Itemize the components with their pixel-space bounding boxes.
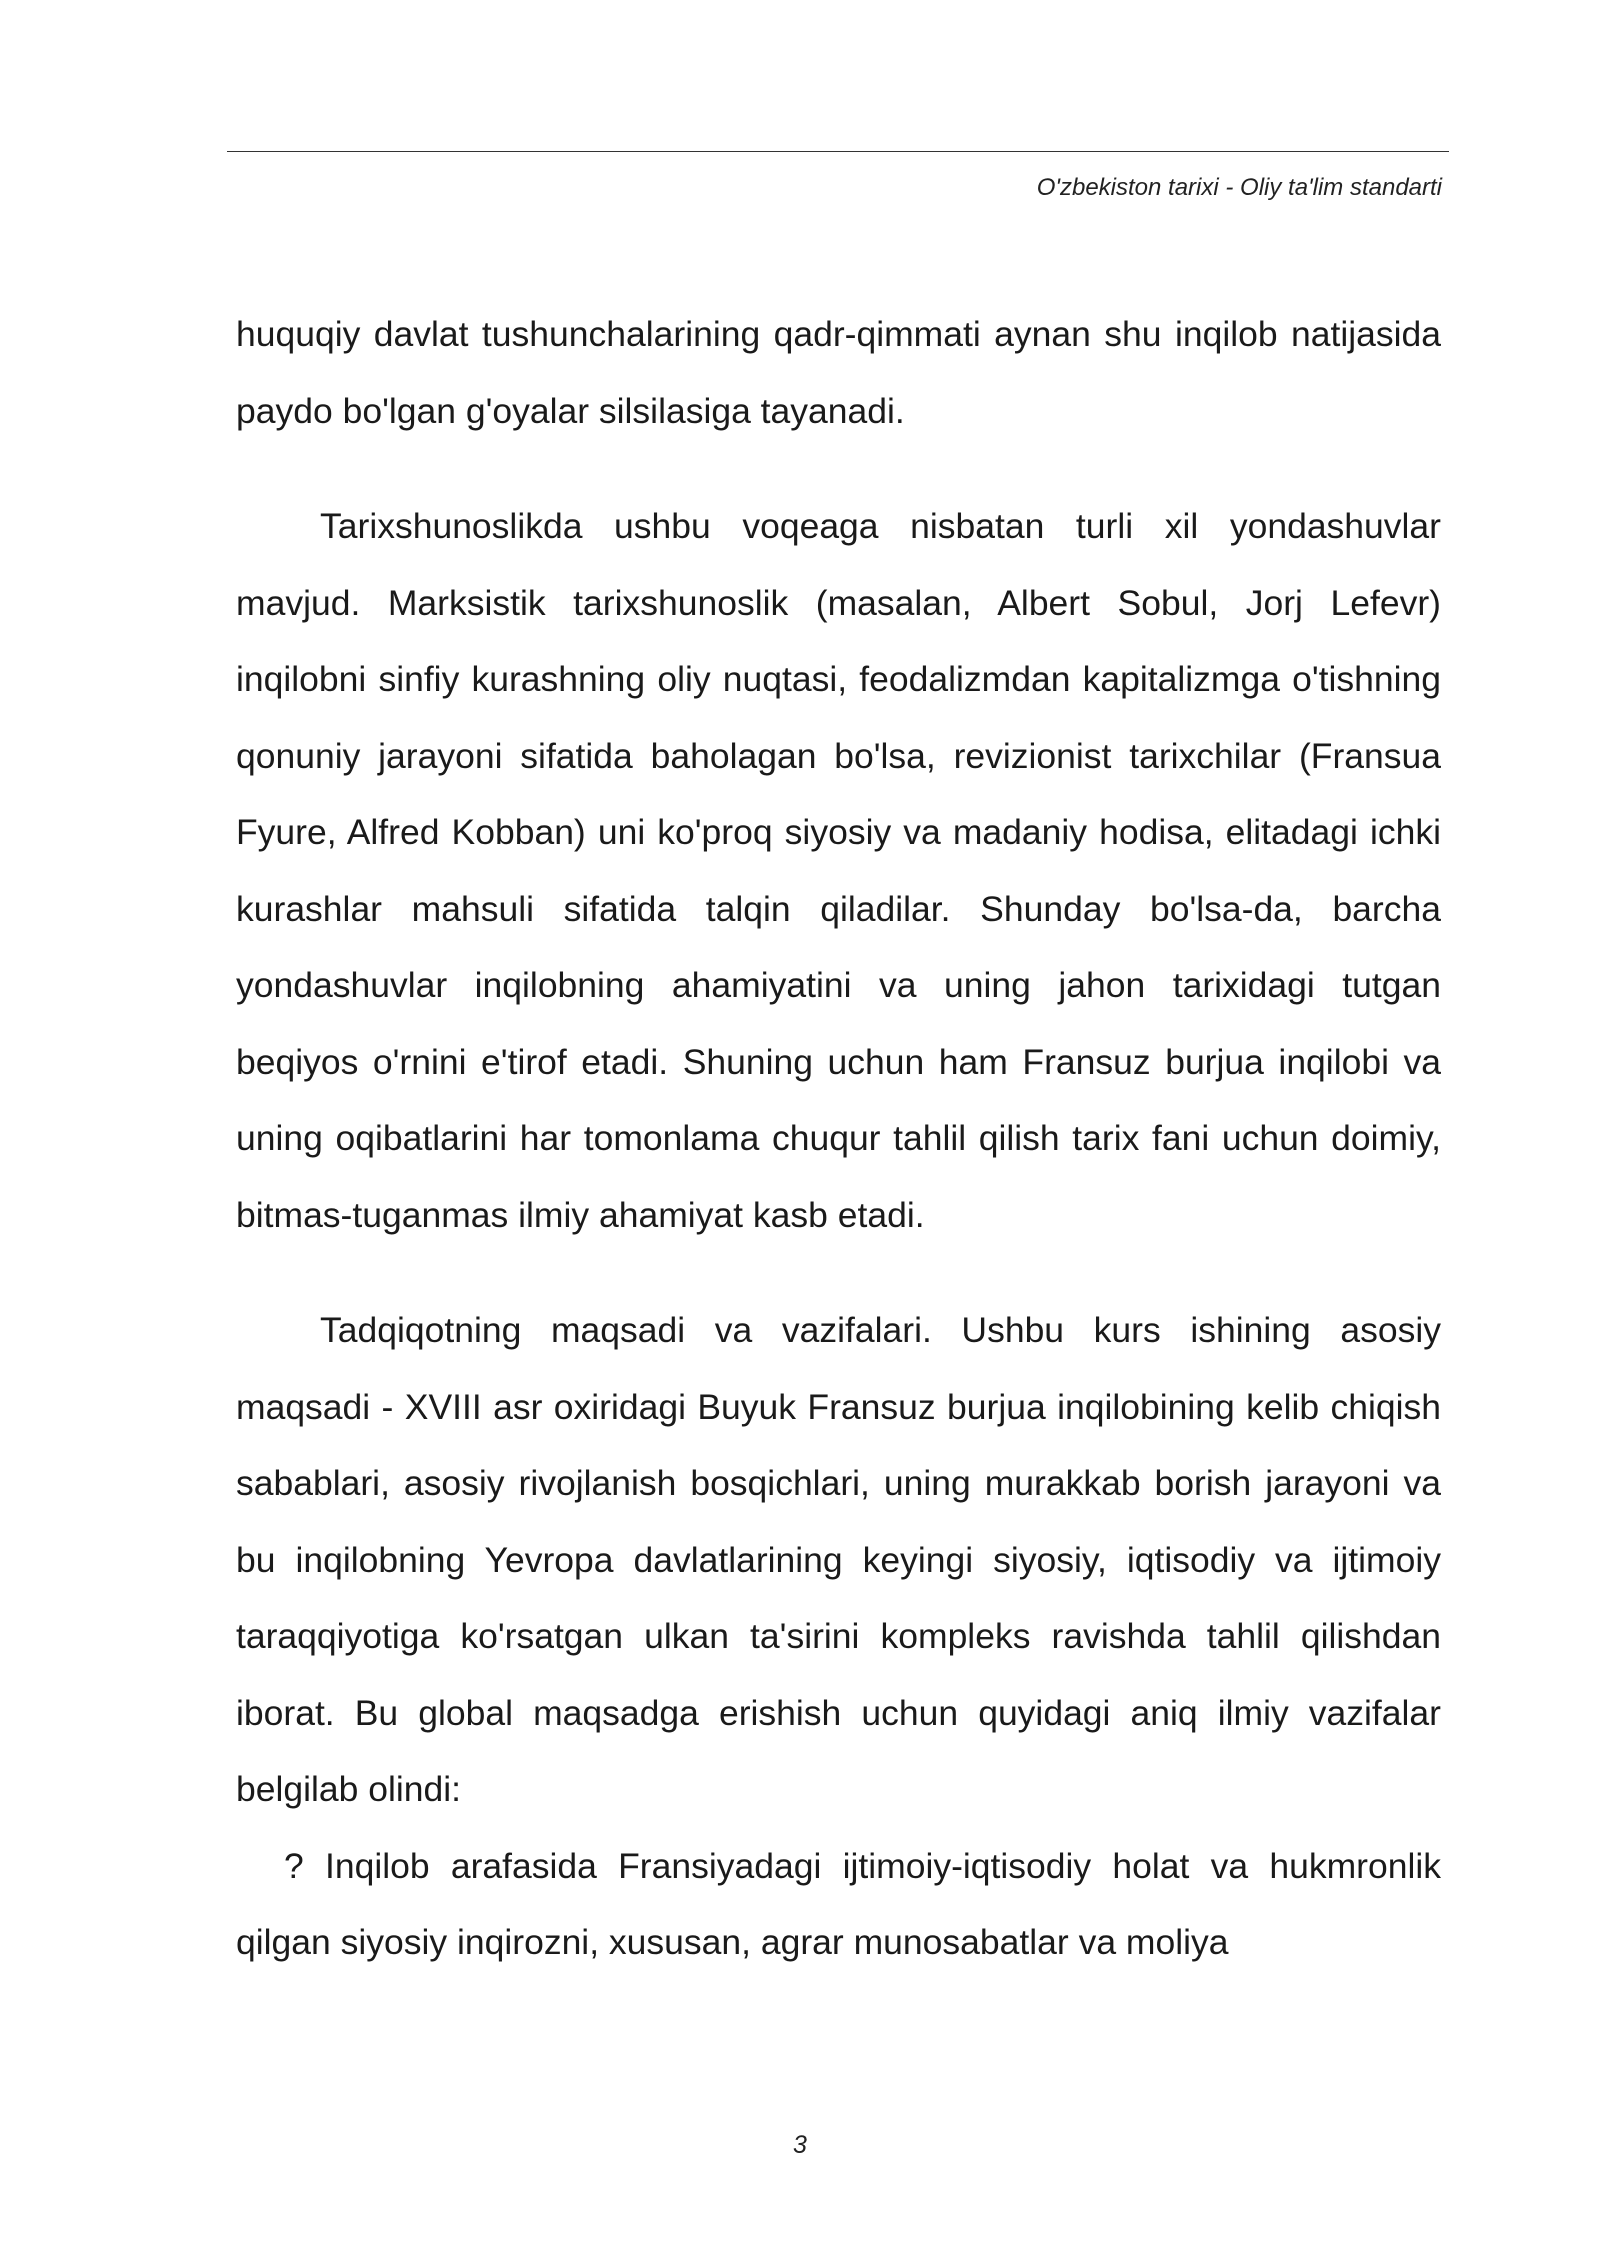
body-text bbox=[236, 296, 1441, 1981]
paragraph-continuation: huquqiy davlat tushunchalarining qadr-qimmati aynan shu inqilob natijasida paydo bo'lgan g'oyalar silsilasiga tayanadi. bbox=[236, 314, 1441, 431]
paragraph-historiography: Tarixshunoslikda ushbu voqeaga nisbatan turli xil yondashuvlar mavjud. Marksistik tarixshunoslik (masalan, Albert Sobul, Jorj Lefevr) inqilobni sinfiy kurashning oliy nuqtasi, feodalizmdan kapitalizmga o'tishning qonuniy jarayoni sifatida baholagan bo'lsa, revizionist tarixchilar (Fransua Fyure, Alfred Kobban) uni ko'proq siyosiy va madaniy hodisa, elitadagi ichki kurashlar mahsuli sifatida talqin qiladilar. Shunday bo'lsa-da, barcha yondashuvlar inqilobning ahamiyatini va uning jahon tarixidagi tutgan beqiyos o'rnini e'tirof etadi. Shuning uchun ham Fransuz burjua inqilobi va uning oqibatlarini har tomonlama chuqur tahlil qilish tarix fani uchun doimiy, bitmas-tuganmas ilmiy ahamiyat kasb etadi. bbox=[236, 506, 1441, 1235]
header-divider bbox=[227, 151, 1449, 152]
paragraph-task-item: ? Inqilob arafasida Fransiyadagi ijtimoiy-iqtisodiy holat va hukmronlik qilgan siyosiy inqirozni, xususan, agrar munosabatlar va moliya bbox=[236, 1845, 1441, 1962]
page-number: 3 bbox=[793, 2131, 807, 2159]
running-header: O'zbekiston tarixi - Oliy ta'lim standarti bbox=[1036, 174, 1442, 201]
paragraph-goals-and-tasks: Tadqiqotning maqsadi va vazifalari. Ushbu kurs ishining asosiy maqsadi - XVIII asr oxiridagi Buyuk Fransuz burjua inqilobining kelib chiqish sabablari, asosiy rivojlanish bosqichlari, uning murakkab borish jarayoni va bu inqilobning Yevropa davlatlarining keyingi siyosiy, iqtisodiy va ijtimoiy taraqqiyotiga ko'rsatgan ulkan ta'sirini kompleks ravishda tahlil qilishdan iborat. Bu global maqsadga erishish uchun quyidagi aniq ilmiy vazifalar belgilab olindi: bbox=[236, 1310, 1441, 1809]
